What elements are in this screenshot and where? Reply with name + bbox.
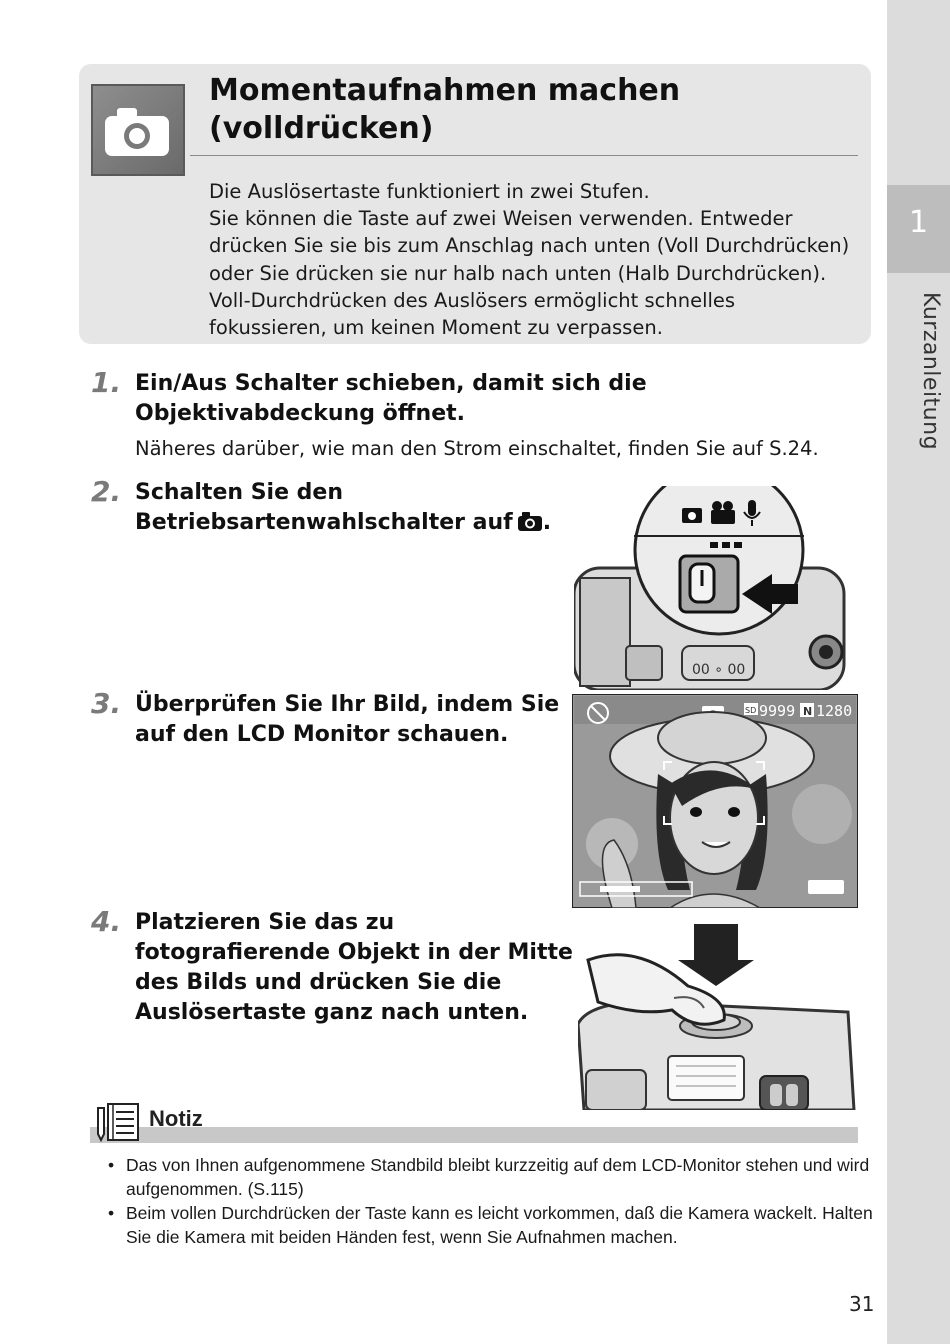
step-2-heading-line: Schalten Sie den: [135, 480, 343, 505]
step-1-heading-line: Objektivabdeckung öffnet.: [135, 401, 465, 426]
step-4-heading-line: Auslösertaste ganz nach unten.: [135, 1000, 529, 1025]
note-bullet: •: [108, 1203, 115, 1223]
step-1-heading-line: Ein/Aus Schalter schieben, damit sich die: [135, 371, 647, 396]
lcd-size: 1280: [816, 702, 853, 720]
intro-line: drücken Sie sie bis zum Anschlag nach unten (Voll Durchdrücken): [209, 234, 850, 258]
lcd-media-label: SD: [745, 706, 757, 715]
note-line: Das von Ihnen aufgenommene Standbild bleibt kurzzeitig auf dem LCD-Monitor stehen und wird: [126, 1155, 870, 1175]
step-4-heading: [135, 908, 573, 1028]
title-divider: [190, 155, 858, 156]
note-line: aufgenommen. (S.115): [126, 1179, 304, 1199]
title-line-1: Momentaufnahmen machen: [209, 73, 681, 108]
svg-text:00 ∘ 00: 00 ∘ 00: [692, 662, 746, 678]
page-title: [209, 72, 680, 148]
notes-title: Notiz: [149, 1106, 203, 1131]
step-4-heading-line: Platzieren Sie das zu: [135, 910, 395, 935]
step-3-number: 3.: [91, 687, 122, 720]
note-item: [108, 1201, 873, 1249]
chapter-label: Kurzanleitung: [918, 292, 943, 451]
step-1-heading: [135, 369, 647, 429]
step-2-heading-text: Betriebsartenwahlschalter auf: [135, 510, 513, 535]
note-bullet: •: [108, 1155, 115, 1175]
step-3-heading-line: auf den LCD Monitor schauen.: [135, 722, 509, 747]
page-number: 31: [849, 1292, 875, 1316]
note-line: Beim vollen Durchdrücken der Taste kann es leicht vorkommen, daß die Kamera wackelt. Halten: [126, 1203, 873, 1223]
step-1-number: 1.: [91, 366, 122, 399]
intro-line: oder Sie drücken sie nur halb nach unten (Halb Durchdrücken).: [209, 261, 827, 285]
notes-header-bar: [90, 1127, 858, 1143]
step-3-heading: [135, 690, 559, 750]
lcd-quality: N: [803, 705, 813, 718]
note-item: [108, 1153, 868, 1201]
intro-text: [209, 178, 849, 341]
step-3-heading-line: Überprüfen Sie Ihr Bild, indem Sie: [135, 692, 560, 717]
lcd-shot-count: 9999: [759, 702, 796, 720]
notes-list: [108, 1153, 873, 1249]
shutter-press-illustration: [578, 924, 856, 1110]
step-2-heading-suffix: .: [542, 510, 552, 535]
step-2-heading: [135, 478, 551, 541]
step-2-number: 2.: [91, 475, 122, 508]
mode-dial-illustration: [574, 486, 854, 690]
title-line-2: (volldrücken): [209, 111, 434, 146]
intro-line: Die Auslösertaste funktioniert in zwei Stufen.: [209, 180, 650, 203]
intro-line: fokussieren, um keinen Moment zu verpassen.: [209, 316, 663, 340]
notepad-icon: [94, 1102, 142, 1142]
camera-icon: [517, 510, 543, 541]
intro-line: Sie können die Taste auf zwei Weisen verwenden. Entweder: [209, 207, 793, 231]
intro-line: Voll-Durchdrücken des Auslösers ermöglicht schnelles: [209, 288, 736, 312]
step-4-heading-line: fotografierende Objekt in der Mitte: [135, 940, 573, 965]
lcd-monitor-illustration: [572, 694, 858, 908]
chapter-number: 1: [908, 205, 929, 240]
step-1-subtext: Näheres darüber, wie man den Strom einschaltet, finden Sie auf S.24.: [135, 437, 819, 460]
step-4-number: 4.: [91, 905, 122, 938]
camera-mode-icon: [91, 84, 185, 176]
step-4-heading-line: des Bilds und drücken Sie die: [135, 970, 502, 995]
note-line: Sie die Kamera mit beiden Händen fest, wenn Sie Aufnahmen machen.: [126, 1227, 678, 1247]
step-2-heading-line-2: [135, 508, 551, 541]
